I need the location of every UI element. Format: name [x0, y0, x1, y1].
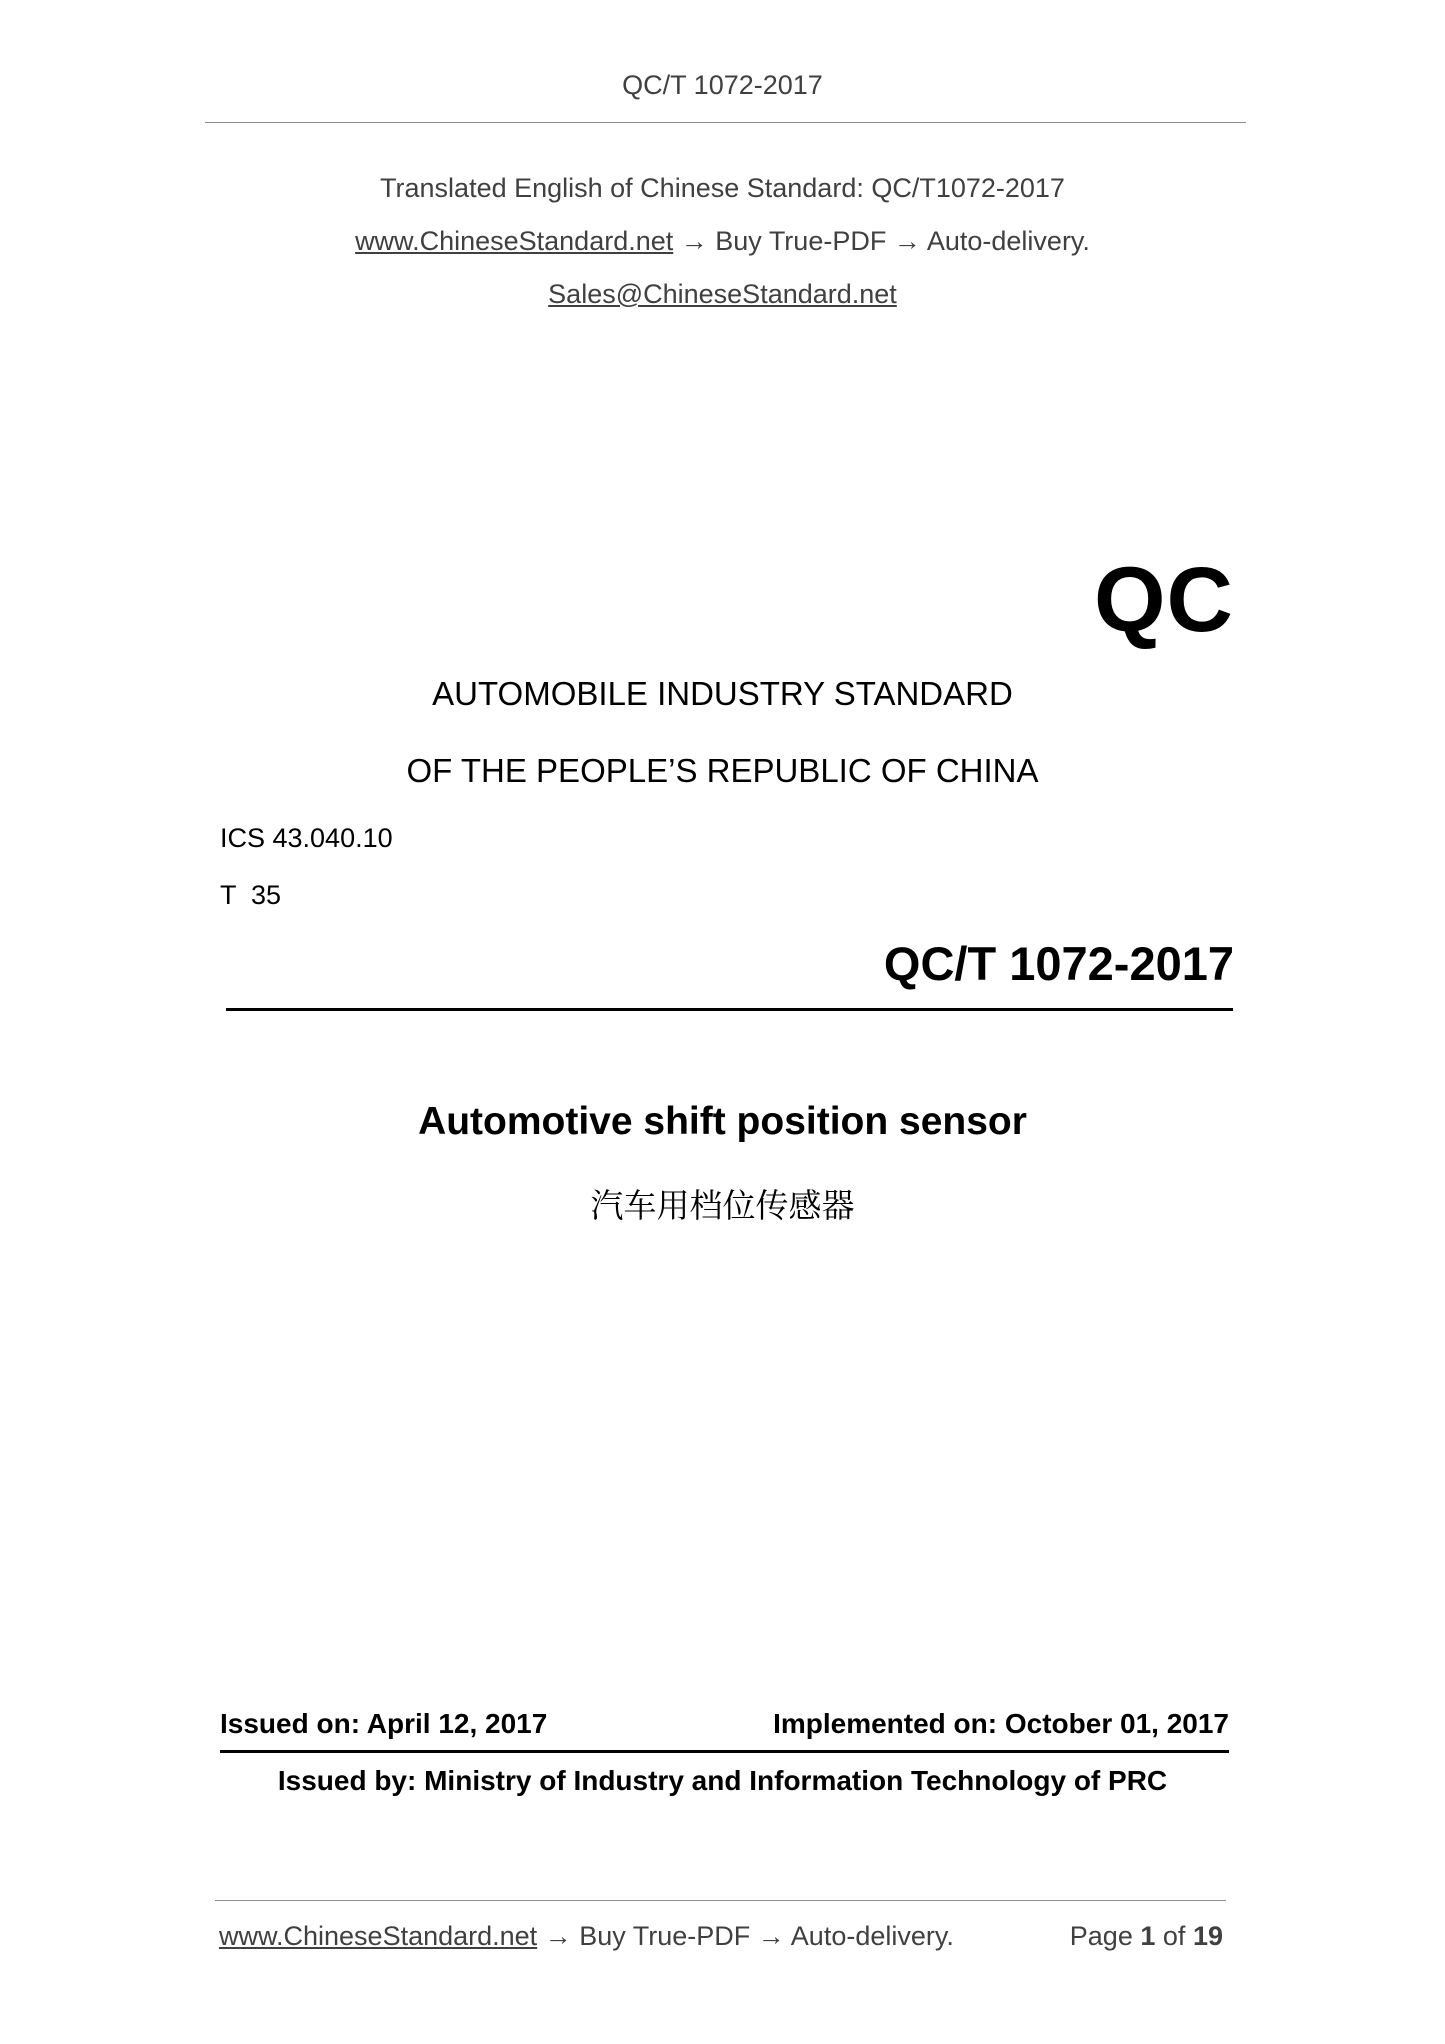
sales-email-link[interactable]: Sales@ChineseStandard.net [548, 279, 897, 309]
arrow-right-icon: → [757, 1921, 785, 1951]
promo-buy-line [0, 226, 1445, 257]
page-indicator [1070, 1921, 1223, 1952]
title-english: Automotive shift position sensor [418, 1100, 1027, 1143]
of-label: of [1162, 1921, 1186, 1951]
org-line-1: AUTOMOBILE INDUSTRY STANDARD [432, 675, 1013, 712]
header-divider [205, 122, 1246, 123]
email-line [0, 279, 1445, 310]
org-line-2: OF THE PEOPLE’S REPUBLIC OF CHINA [406, 752, 1039, 789]
delivery-text: Auto-delivery. [926, 226, 1090, 256]
implemented-on: Implemented on: October 01, 2017 [773, 1708, 1229, 1739]
title-rule [226, 1008, 1233, 1011]
translated-line: Translated English of Chinese Standard: QC/T1072-2017 [380, 173, 1065, 203]
footer-buy-line [219, 1921, 954, 1952]
buy-text: Buy True-PDF [715, 226, 887, 256]
ics-code: ICS 43.040.10 [220, 823, 393, 853]
page-number: 1 [1140, 1921, 1156, 1951]
ccs-code: T 35 [220, 880, 282, 910]
site-link[interactable]: www.ChineseStandard.net [355, 226, 674, 256]
title-chinese: 汽车用档位传感器 [590, 1186, 855, 1225]
arrow-right-icon: → [893, 226, 921, 256]
arrow-right-icon: → [544, 1921, 572, 1951]
footer-site-link[interactable]: www.ChineseStandard.net [219, 1921, 538, 1951]
page-label: Page [1069, 1921, 1133, 1951]
arrow-right-icon: → [680, 226, 708, 256]
footer-divider [215, 1900, 1226, 1901]
standard-number: QC/T 1072-2017 [883, 937, 1234, 990]
dates-rule [220, 1750, 1229, 1753]
running-header: QC/T 1072-2017 [622, 70, 823, 100]
footer-delivery-text: Auto-delivery. [790, 1921, 954, 1951]
qc-logo-mark: QC [1094, 549, 1234, 651]
issued-on: Issued on: April 12, 2017 [220, 1708, 548, 1739]
footer-buy-text: Buy True-PDF [579, 1921, 751, 1951]
issued-by: Issued by: Ministry of Industry and Information Technology of PRC [277, 1765, 1168, 1796]
page-total: 19 [1192, 1921, 1223, 1951]
